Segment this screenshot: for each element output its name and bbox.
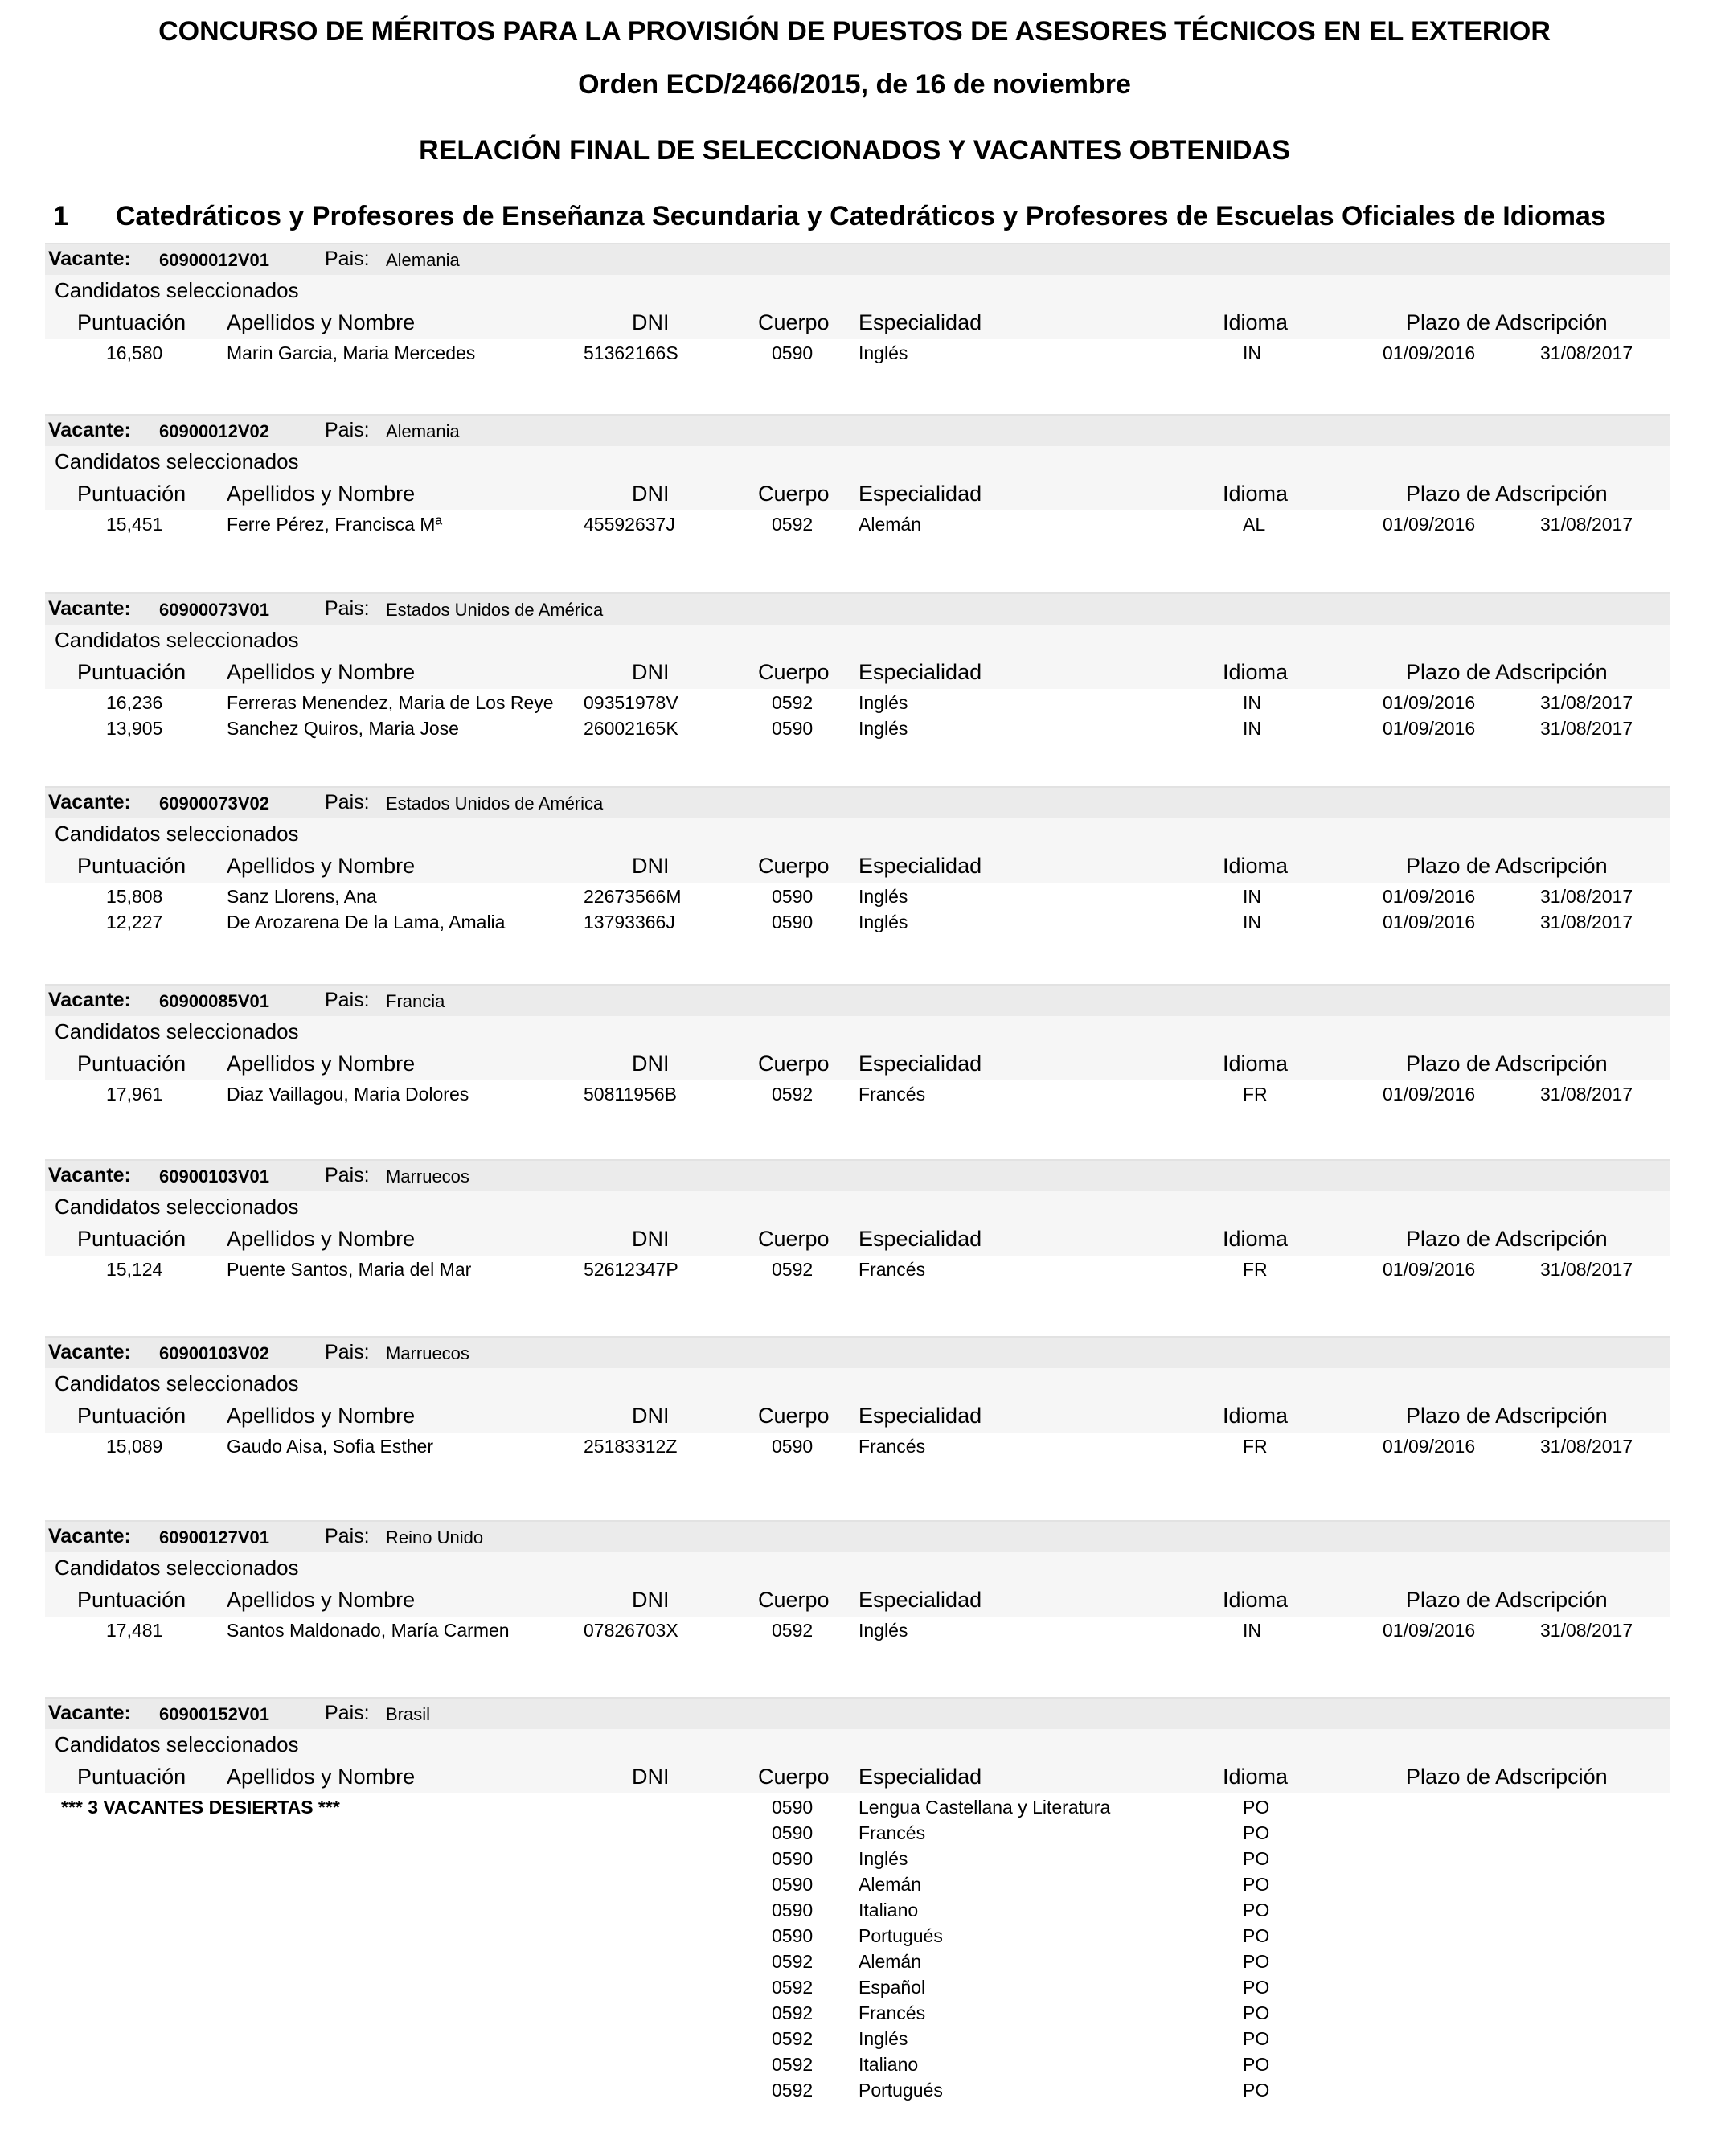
plazo-hasta-cell: 31/08/2017 (1540, 718, 1633, 739)
table-row (45, 2076, 1670, 2102)
cuerpo-cell: 0592 (772, 2002, 814, 2023)
candidatos-heading (45, 275, 1670, 305)
candidatos-label: Candidatos seleccionados (55, 278, 299, 302)
candidatos-label: Candidatos seleccionados (55, 449, 299, 473)
plazo-desde-cell: 01/09/2016 (1383, 1436, 1476, 1457)
vacante-header (45, 1697, 1670, 1729)
orden-reference: Orden ECD/2466/2015, de 16 de noviembre (578, 69, 1131, 100)
especialidad-cell: Alemán (859, 1951, 921, 1972)
plazo-desde-cell: 01/09/2016 (1383, 514, 1476, 535)
cuerpo-cell: 0592 (772, 1084, 814, 1105)
column-header-dni: DNI (632, 1404, 670, 1428)
table-row (45, 1999, 1670, 2025)
column-header-apellidos: Apellidos y Nombre (227, 1588, 416, 1612)
vacante-header (45, 592, 1670, 625)
column-header-puntuacion: Puntuación (77, 1765, 186, 1789)
vacante-label: Vacante: (48, 597, 131, 620)
vacante-code: 60900073V01 (159, 600, 270, 620)
puntuacion-cell: 16,580 (106, 342, 163, 363)
desierta-note: *** 3 VACANTES DESIERTAS *** (61, 1797, 340, 1818)
column-header-idioma: Idioma (1223, 854, 1289, 878)
table-row (45, 2051, 1670, 2076)
cuerpo-cell: 0592 (772, 514, 814, 535)
especialidad-cell: Portugués (859, 1925, 943, 1946)
table-row (45, 2025, 1670, 2051)
plazo-desde-cell: 01/09/2016 (1383, 1259, 1476, 1280)
column-header-puntuacion: Puntuación (77, 1588, 186, 1612)
plazo-hasta-cell: 31/08/2017 (1540, 1436, 1633, 1457)
cuerpo-cell: 0592 (772, 2054, 814, 2075)
column-headers (45, 1399, 1670, 1433)
column-header-dni: DNI (632, 310, 670, 334)
candidatos-heading (45, 818, 1670, 849)
puntuacion-cell: 15,089 (106, 1436, 163, 1457)
puntuacion-cell: 13,905 (106, 718, 163, 739)
cuerpo-cell: 0590 (772, 718, 814, 739)
column-headers (45, 1583, 1670, 1617)
column-header-apellidos: Apellidos y Nombre (227, 310, 416, 334)
nombre-cell: Ferre Pérez, Francisca Mª (227, 514, 442, 535)
vacante-header (45, 1336, 1670, 1368)
vacante-code: 60900073V02 (159, 793, 270, 814)
table-row (45, 689, 1670, 715)
vacante-header (45, 243, 1670, 275)
column-header-plazo: Plazo de Adscripción (1406, 1051, 1608, 1076)
column-header-dni: DNI (632, 1765, 670, 1789)
nombre-cell: Diaz Vaillagou, Maria Dolores (227, 1084, 469, 1105)
especialidad-cell: Francés (859, 1084, 926, 1105)
table-row (45, 339, 1670, 365)
plazo-hasta-cell: 31/08/2017 (1540, 692, 1633, 713)
especialidad-cell: Inglés (859, 912, 908, 932)
nombre-cell: Gaudo Aisa, Sofia Esther (227, 1436, 433, 1457)
idioma-cell: PO (1243, 1874, 1270, 1895)
column-header-puntuacion: Puntuación (77, 660, 186, 684)
especialidad-cell: Inglés (859, 2028, 908, 2049)
pais-value: Reino Unido (386, 1527, 484, 1547)
candidatos-heading (45, 1191, 1670, 1222)
column-header-dni: DNI (632, 1227, 670, 1251)
column-header-plazo: Plazo de Adscripción (1406, 310, 1608, 334)
column-headers (45, 849, 1670, 883)
column-header-especialidad: Especialidad (859, 1051, 982, 1076)
cuerpo-cell: 0590 (772, 1848, 814, 1869)
candidatos-label: Candidatos seleccionados (55, 628, 299, 652)
column-header-dni: DNI (632, 854, 670, 878)
column-headers (45, 1222, 1670, 1256)
especialidad-cell: Francés (859, 2002, 926, 2023)
dni-cell: 51362166S (584, 342, 678, 363)
dni-cell: 13793366J (584, 912, 675, 932)
idioma-cell: PO (1243, 2028, 1270, 2049)
pais-label: Pais: (325, 1341, 370, 1363)
candidatos-label: Candidatos seleccionados (55, 1732, 299, 1756)
idioma-cell: IN (1243, 692, 1261, 713)
especialidad-cell: Alemán (859, 514, 921, 535)
table-row (45, 1896, 1670, 1922)
pais-label: Pais: (325, 248, 370, 270)
column-header-puntuacion: Puntuación (77, 1051, 186, 1076)
pais-label: Pais: (325, 419, 370, 441)
cuerpo-cell: 0590 (772, 1900, 814, 1920)
cuerpo-cell: 0590 (772, 342, 814, 363)
candidatos-heading (45, 446, 1670, 477)
column-header-especialidad: Especialidad (859, 1588, 982, 1612)
candidatos-label: Candidatos seleccionados (55, 1371, 299, 1396)
dni-cell: 25183312Z (584, 1436, 678, 1457)
especialidad-cell: Portugués (859, 2080, 943, 2101)
plazo-hasta-cell: 31/08/2017 (1540, 886, 1633, 907)
column-header-idioma: Idioma (1223, 310, 1289, 334)
document-subtitle: RELACIÓN FINAL DE SELECCIONADOS Y VACANTES OBTENIDAS (419, 135, 1290, 166)
especialidad-cell: Inglés (859, 718, 908, 739)
nombre-cell: Marin Garcia, Maria Mercedes (227, 342, 476, 363)
especialidad-cell: Italiano (859, 2054, 919, 2075)
especialidad-cell: Español (859, 1977, 926, 1998)
vacante-code: 60900127V01 (159, 1527, 270, 1547)
table-row (45, 1974, 1670, 1999)
plazo-hasta-cell: 31/08/2017 (1540, 912, 1633, 932)
cuerpo-cell: 0590 (772, 886, 814, 907)
plazo-desde-cell: 01/09/2016 (1383, 718, 1476, 739)
column-header-especialidad: Especialidad (859, 1404, 982, 1428)
vacante-block (45, 984, 1670, 1106)
especialidad-cell: Lengua Castellana y Literatura (859, 1797, 1111, 1818)
vacante-header (45, 786, 1670, 818)
nombre-cell: Ferreras Menendez, Maria de Los Reye (227, 692, 554, 713)
column-header-cuerpo: Cuerpo (758, 854, 830, 878)
column-header-plazo: Plazo de Adscripción (1406, 1588, 1608, 1612)
plazo-hasta-cell: 31/08/2017 (1540, 1620, 1633, 1641)
column-header-puntuacion: Puntuación (77, 1227, 186, 1251)
pais-value: Marruecos (386, 1343, 469, 1363)
vacante-code: 60900152V01 (159, 1704, 270, 1724)
pais-value: Estados Unidos de América (386, 793, 604, 814)
plazo-desde-cell: 01/09/2016 (1383, 1084, 1476, 1105)
idioma-cell: FR (1243, 1084, 1268, 1105)
table-row (45, 1922, 1670, 1948)
plazo-desde-cell: 01/09/2016 (1383, 692, 1476, 713)
section-title: Catedráticos y Profesores de Enseñanza Secundaria y Catedráticos y Profesores de Escuelas Oficiales de Idiomas (116, 201, 1606, 232)
especialidad-cell: Alemán (859, 1874, 921, 1895)
especialidad-cell: Italiano (859, 1900, 919, 1920)
vacante-block (45, 243, 1670, 365)
dni-cell: 07826703X (584, 1620, 678, 1641)
vacante-code: 60900012V01 (159, 250, 270, 270)
vacante-code: 60900012V02 (159, 421, 270, 441)
dni-cell: 09351978V (584, 692, 678, 713)
column-header-idioma: Idioma (1223, 660, 1289, 684)
pais-label: Pais: (325, 989, 370, 1011)
column-header-dni: DNI (632, 660, 670, 684)
column-header-plazo: Plazo de Adscripción (1406, 1227, 1608, 1251)
table-row (45, 1871, 1670, 1896)
column-headers (45, 305, 1670, 339)
vacante-label: Vacante: (48, 791, 131, 814)
plazo-hasta-cell: 31/08/2017 (1540, 342, 1633, 363)
pais-value: Brasil (386, 1704, 431, 1724)
table-row (45, 883, 1670, 908)
vacante-header (45, 1159, 1670, 1191)
pais-label: Pais: (325, 1164, 370, 1187)
pais-label: Pais: (325, 1702, 370, 1724)
column-header-plazo: Plazo de Adscripción (1406, 660, 1608, 684)
vacante-block (45, 414, 1670, 536)
column-header-plazo: Plazo de Adscripción (1406, 482, 1608, 506)
cuerpo-cell: 0592 (772, 1259, 814, 1280)
puntuacion-cell: 15,451 (106, 514, 163, 535)
idioma-cell: PO (1243, 2080, 1270, 2101)
puntuacion-cell: 17,961 (106, 1084, 163, 1105)
column-header-apellidos: Apellidos y Nombre (227, 482, 416, 506)
column-header-apellidos: Apellidos y Nombre (227, 1765, 416, 1789)
column-headers (45, 655, 1670, 689)
idioma-cell: FR (1243, 1436, 1268, 1457)
idioma-cell: IN (1243, 1620, 1261, 1641)
idioma-cell: PO (1243, 2054, 1270, 2075)
idioma-cell: PO (1243, 1900, 1270, 1920)
especialidad-cell: Inglés (859, 692, 908, 713)
vacante-code: 60900103V01 (159, 1166, 270, 1187)
especialidad-cell: Francés (859, 1259, 926, 1280)
idioma-cell: PO (1243, 2002, 1270, 2023)
column-header-dni: DNI (632, 1588, 670, 1612)
column-header-idioma: Idioma (1223, 1404, 1289, 1428)
vacante-label: Vacante: (48, 989, 131, 1011)
column-header-idioma: Idioma (1223, 1227, 1289, 1251)
table-row (45, 1819, 1670, 1845)
table-row (45, 510, 1670, 536)
column-header-idioma: Idioma (1223, 1588, 1289, 1612)
plazo-desde-cell: 01/09/2016 (1383, 342, 1476, 363)
pais-label: Pais: (325, 791, 370, 814)
cuerpo-cell: 0590 (772, 1874, 814, 1895)
especialidad-cell: Inglés (859, 1848, 908, 1869)
column-header-idioma: Idioma (1223, 1051, 1289, 1076)
cuerpo-cell: 0592 (772, 1951, 814, 1972)
pais-value: Alemania (386, 250, 460, 270)
nombre-cell: Santos Maldonado, María Carmen (227, 1620, 510, 1641)
table-row (45, 1793, 1670, 1819)
vacante-label: Vacante: (48, 419, 131, 441)
idioma-cell: IN (1243, 886, 1261, 907)
nombre-cell: Puente Santos, Maria del Mar (227, 1259, 472, 1280)
cuerpo-cell: 0592 (772, 1620, 814, 1641)
pais-value: Alemania (386, 421, 460, 441)
puntuacion-cell: 15,124 (106, 1259, 163, 1280)
nombre-cell: Sanz Llorens, Ana (227, 886, 377, 907)
table-row (45, 1256, 1670, 1281)
column-header-especialidad: Especialidad (859, 660, 982, 684)
cuerpo-cell: 0590 (772, 1797, 814, 1818)
dni-cell: 52612347P (584, 1259, 678, 1280)
idioma-cell: IN (1243, 718, 1261, 739)
column-header-cuerpo: Cuerpo (758, 660, 830, 684)
column-header-cuerpo: Cuerpo (758, 1765, 830, 1789)
column-header-cuerpo: Cuerpo (758, 1588, 830, 1612)
pais-value: Marruecos (386, 1166, 469, 1187)
column-header-apellidos: Apellidos y Nombre (227, 660, 416, 684)
cuerpo-cell: 0590 (772, 1822, 814, 1843)
vacante-block (45, 1159, 1670, 1281)
idioma-cell: FR (1243, 1259, 1268, 1280)
section-number: 1 (53, 201, 68, 232)
column-header-plazo: Plazo de Adscripción (1406, 1404, 1608, 1428)
column-header-apellidos: Apellidos y Nombre (227, 1404, 416, 1428)
cuerpo-cell: 0592 (772, 2080, 814, 2101)
column-header-dni: DNI (632, 482, 670, 506)
cuerpo-cell: 0592 (772, 1977, 814, 1998)
column-header-idioma: Idioma (1223, 482, 1289, 506)
especialidad-cell: Francés (859, 1822, 926, 1843)
column-headers (45, 1760, 1670, 1793)
vacante-block (45, 1520, 1670, 1642)
plazo-desde-cell: 01/09/2016 (1383, 1620, 1476, 1641)
nombre-cell: De Arozarena De la Lama, Amalia (227, 912, 506, 932)
column-header-puntuacion: Puntuación (77, 1404, 186, 1428)
candidatos-heading (45, 1729, 1670, 1760)
candidatos-heading (45, 1552, 1670, 1583)
plazo-desde-cell: 01/09/2016 (1383, 886, 1476, 907)
vacante-code: 60900085V01 (159, 991, 270, 1011)
dni-cell: 45592637J (584, 514, 675, 535)
column-header-idioma: Idioma (1223, 1765, 1289, 1789)
column-header-apellidos: Apellidos y Nombre (227, 1227, 416, 1251)
especialidad-cell: Francés (859, 1436, 926, 1457)
idioma-cell: PO (1243, 1822, 1270, 1843)
column-headers (45, 477, 1670, 510)
vacante-block (45, 592, 1670, 740)
table-row (45, 1948, 1670, 1974)
column-header-apellidos: Apellidos y Nombre (227, 854, 416, 878)
plazo-hasta-cell: 31/08/2017 (1540, 1084, 1633, 1105)
column-header-plazo: Plazo de Adscripción (1406, 1765, 1608, 1789)
vacante-code: 60900103V02 (159, 1343, 270, 1363)
puntuacion-cell: 17,481 (106, 1620, 163, 1641)
column-header-especialidad: Especialidad (859, 482, 982, 506)
especialidad-cell: Inglés (859, 342, 908, 363)
candidatos-label: Candidatos seleccionados (55, 1556, 299, 1580)
cuerpo-cell: 0590 (772, 1925, 814, 1946)
candidatos-heading (45, 1016, 1670, 1047)
puntuacion-cell: 12,227 (106, 912, 163, 932)
idioma-cell: PO (1243, 1925, 1270, 1946)
table-row (45, 1617, 1670, 1642)
idioma-cell: AL (1243, 514, 1266, 535)
puntuacion-cell: 16,236 (106, 692, 163, 713)
vacante-label: Vacante: (48, 1341, 131, 1363)
document-title: CONCURSO DE MÉRITOS PARA LA PROVISIÓN DE PUESTOS DE ASESORES TÉCNICOS EN EL EXTERIOR (158, 16, 1551, 47)
nombre-cell: Sanchez Quiros, Maria Jose (227, 718, 459, 739)
vacante-header (45, 984, 1670, 1016)
plazo-desde-cell: 01/09/2016 (1383, 912, 1476, 932)
vacante-header (45, 414, 1670, 446)
puntuacion-cell: 15,808 (106, 886, 163, 907)
idioma-cell: PO (1243, 1848, 1270, 1869)
cuerpo-cell: 0590 (772, 912, 814, 932)
idioma-cell: PO (1243, 1951, 1270, 1972)
vacante-header (45, 1520, 1670, 1552)
table-row (45, 1433, 1670, 1458)
column-header-apellidos: Apellidos y Nombre (227, 1051, 416, 1076)
column-header-especialidad: Especialidad (859, 1765, 982, 1789)
column-header-puntuacion: Puntuación (77, 310, 186, 334)
plazo-hasta-cell: 31/08/2017 (1540, 514, 1633, 535)
idioma-cell: PO (1243, 1977, 1270, 1998)
dni-cell: 22673566M (584, 886, 682, 907)
candidatos-label: Candidatos seleccionados (55, 1019, 299, 1043)
column-header-especialidad: Especialidad (859, 310, 982, 334)
column-header-especialidad: Especialidad (859, 854, 982, 878)
table-row (45, 1845, 1670, 1871)
vacante-label: Vacante: (48, 1525, 131, 1547)
vacante-block (45, 1336, 1670, 1458)
section-heading (53, 201, 1606, 232)
vacante-label: Vacante: (48, 1702, 131, 1724)
candidatos-label: Candidatos seleccionados (55, 822, 299, 846)
especialidad-cell: Inglés (859, 886, 908, 907)
pais-label: Pais: (325, 1525, 370, 1547)
vacante-block (45, 1697, 1670, 2102)
cuerpo-cell: 0592 (772, 692, 814, 713)
table-row (45, 715, 1670, 740)
column-header-especialidad: Especialidad (859, 1227, 982, 1251)
candidatos-heading (45, 1368, 1670, 1399)
dni-cell: 26002165K (584, 718, 678, 739)
column-headers (45, 1047, 1670, 1080)
column-header-cuerpo: Cuerpo (758, 1227, 830, 1251)
column-header-cuerpo: Cuerpo (758, 1404, 830, 1428)
candidatos-heading (45, 625, 1670, 655)
candidatos-label: Candidatos seleccionados (55, 1195, 299, 1219)
column-header-puntuacion: Puntuación (77, 854, 186, 878)
pais-value: Francia (386, 991, 445, 1011)
column-header-dni: DNI (632, 1051, 670, 1076)
pais-label: Pais: (325, 597, 370, 620)
cuerpo-cell: 0590 (772, 1436, 814, 1457)
vacante-label: Vacante: (48, 248, 131, 270)
pais-value: Estados Unidos de América (386, 600, 604, 620)
table-row (45, 908, 1670, 934)
table-row (45, 1080, 1670, 1106)
idioma-cell: IN (1243, 912, 1261, 932)
vacante-block (45, 786, 1670, 934)
dni-cell: 50811956B (584, 1084, 677, 1105)
idioma-cell: IN (1243, 342, 1261, 363)
vacante-label: Vacante: (48, 1164, 131, 1187)
column-header-cuerpo: Cuerpo (758, 1051, 830, 1076)
especialidad-cell: Inglés (859, 1620, 908, 1641)
idioma-cell: PO (1243, 1797, 1270, 1818)
column-header-puntuacion: Puntuación (77, 482, 186, 506)
column-header-plazo: Plazo de Adscripción (1406, 854, 1608, 878)
cuerpo-cell: 0592 (772, 2028, 814, 2049)
plazo-hasta-cell: 31/08/2017 (1540, 1259, 1633, 1280)
column-header-cuerpo: Cuerpo (758, 482, 830, 506)
column-header-cuerpo: Cuerpo (758, 310, 830, 334)
